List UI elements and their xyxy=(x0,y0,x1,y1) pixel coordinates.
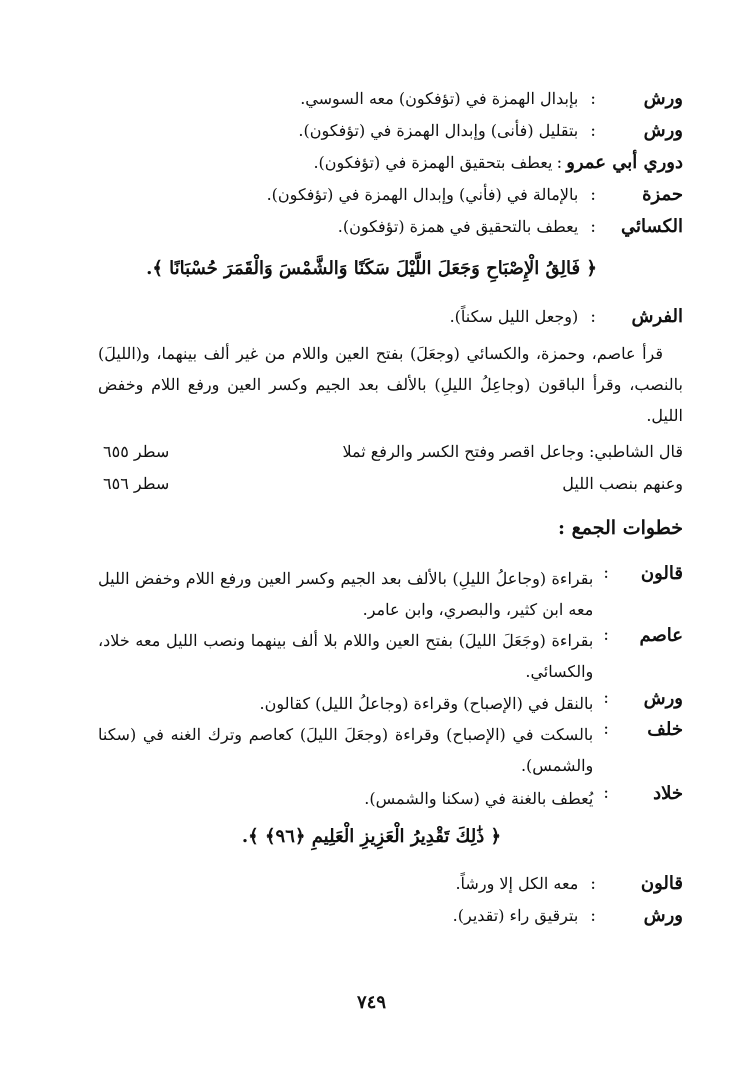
entry-warsh-2 xyxy=(298,120,683,141)
colon: : xyxy=(556,153,563,173)
reader-name: قالون xyxy=(640,873,683,894)
colon: : xyxy=(603,783,609,803)
colon: : xyxy=(603,688,609,708)
colon: : xyxy=(590,121,596,141)
reader-name: خلف xyxy=(647,719,683,740)
colon: : xyxy=(603,625,609,645)
explanation-paragraph: قرأ عاصم، وحمزة، والكسائي (وجعَلَ) بفتح العين واللام من غير ألف بينهما، و(الليلَ) بالنصب، وقرأ الباقون (وجاعِلُ الليلِ) بالألف بعد الجيم وكسر العين ورفع اللام وخفض الليل. xyxy=(98,344,683,425)
final-warsh xyxy=(453,905,683,926)
colon: : xyxy=(590,906,596,926)
quran-verse: ﴿ فَالِقُ الْإِصْبَاحِ وَجَعَلَ اللَّيْلَ سَكَنًا وَالشَّمْسَ وَالْقَمَرَ حُسْبَانًا ﴾. xyxy=(146,258,597,279)
step-text: بقراءة (وجاعلُ الليلِ) بالألف بعد الجيم وكسر العين ورفع اللام وخفض الليل معه ابن كثير، والبصري، وابن عامر. xyxy=(98,569,594,619)
step-khallad xyxy=(98,783,683,814)
farsh-label: الفرش xyxy=(631,306,683,327)
reader-name: قالون xyxy=(640,563,683,584)
reader-name: ورش xyxy=(643,688,683,709)
step-qalun xyxy=(98,563,683,625)
entry-text: بإبدال الهمزة في (تؤفكون) معه السوسي. xyxy=(300,89,579,108)
shatibi-text: وعنهم بنصب الليل xyxy=(562,474,683,493)
colon: : xyxy=(603,563,609,583)
step-text: يُعطف بالغنة في (سكنا والشمس). xyxy=(364,789,594,808)
reader-name: ورش xyxy=(643,120,683,141)
colon: : xyxy=(590,185,596,205)
reader-name: ورش xyxy=(643,88,683,109)
entry-warsh-1 xyxy=(300,88,683,109)
farsh-entry xyxy=(450,306,683,327)
entry-hamza xyxy=(267,184,683,205)
entry-text: بالإمالة في (فأني) وإبدال الهمزة في (تؤفكون). xyxy=(266,185,579,204)
step-warsh xyxy=(98,688,683,719)
entry-text: بتقليل (فأنى) وإبدال الهمزة في (تؤفكون). xyxy=(298,121,579,140)
reader-name: عاصم xyxy=(639,625,683,646)
final-qalun xyxy=(455,873,683,894)
entry-text: يعطف بالتحقيق في همزة (تؤفكون). xyxy=(337,217,579,236)
colon: : xyxy=(603,719,609,739)
shatibi-ref: سطر ٦٥٦ xyxy=(103,474,170,493)
reader-name: خلاد xyxy=(653,783,683,804)
step-asim xyxy=(98,625,683,687)
step-text: بقراءة (وجَعَلَ الليلَ) بفتح العين واللام بلا ألف بينهما ونصب الليل معه خلاد، والكسائي. xyxy=(98,631,594,681)
colon: : xyxy=(590,307,596,327)
shatibi-ref: سطر ٦٥٥ xyxy=(103,442,170,461)
colon: : xyxy=(590,217,596,237)
entry-duri xyxy=(313,152,683,173)
entry-text: معه الكل إلا ورشاً. xyxy=(455,874,579,893)
quran-verse-2: ﴿ ذَٰلِكَ تَقْدِيرُ الْعَزِيزِ الْعَلِيمِ ﴿٩٦﴾ ﴾. xyxy=(241,826,502,847)
step-text: بالنقل في (الإصباح) وقراءة (وجاعلُ الليل) كقالون. xyxy=(259,694,594,713)
shatibi-line-1 xyxy=(103,442,683,461)
step-text: بالسكت في (الإصباح) وقراءة (وجعَلَ الليلَ) كعاصم وترك الغنه في (سكنا والشمس). xyxy=(98,725,594,775)
shatibi-line-2 xyxy=(103,474,683,493)
reader-name: دوري أبي عمرو xyxy=(566,152,683,173)
reader-name: الكسائي xyxy=(621,216,683,237)
entry-text: يعطف بتحقيق الهمزة في (تؤفكون). xyxy=(313,153,553,172)
colon: : xyxy=(590,874,596,894)
step-khalaf xyxy=(98,719,683,781)
entry-text: بترقيق راء (تقدير). xyxy=(452,906,579,925)
reader-name: حمزة xyxy=(642,184,683,205)
reader-name: ورش xyxy=(643,905,683,926)
colon: : xyxy=(590,89,596,109)
shatibi-text: قال الشاطبي: وجاعل اقصر وفتح الكسر والرفع ثملا xyxy=(342,442,683,461)
page-number: ٧٤٩ xyxy=(356,992,386,1013)
entry-kisai xyxy=(338,216,683,237)
farsh-text: (وجعل الليل سكناً). xyxy=(449,307,579,326)
section-heading: خطوات الجمع : xyxy=(558,517,683,539)
